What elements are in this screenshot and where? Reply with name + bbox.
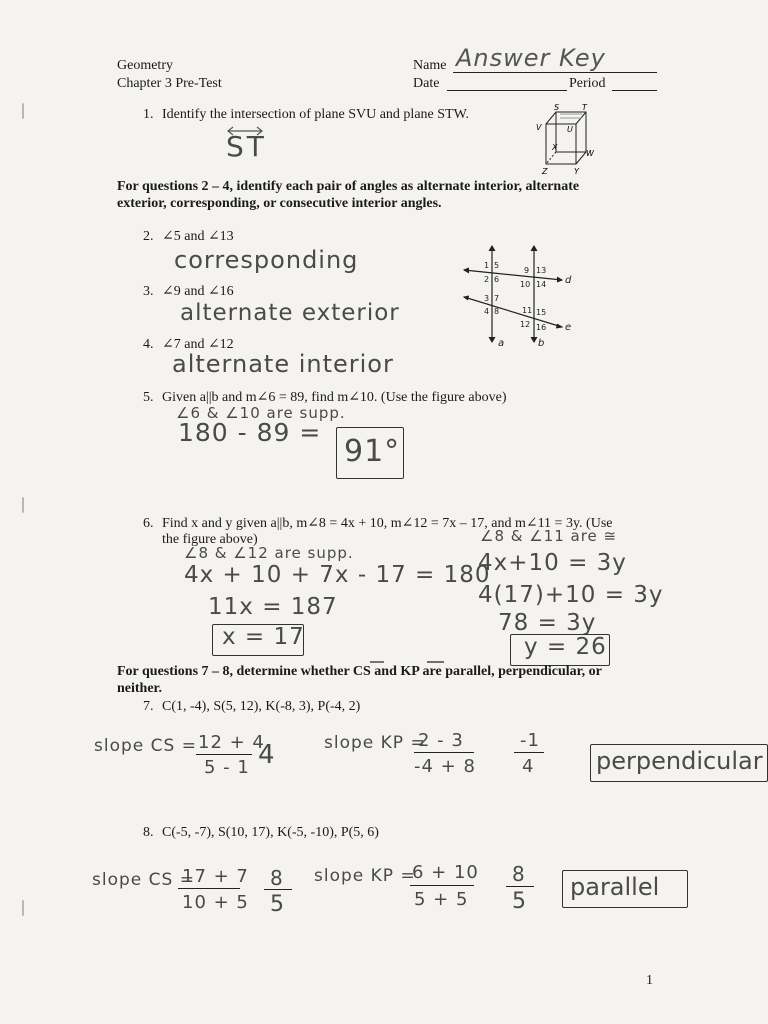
q7-slope-kp-num: 2 - 3 (418, 730, 464, 751)
angle-label: 11 (522, 306, 533, 315)
q8-slope-kp-value-den: 5 (512, 889, 527, 914)
angle-label: 8 (494, 307, 500, 316)
q7-slope-cs-label: slope CS = (94, 736, 197, 756)
fraction-bar (514, 752, 544, 753)
q1-number: 1. (143, 107, 154, 122)
angle-label: 9 (524, 266, 530, 275)
q3-number: 3. (143, 284, 154, 299)
q8-slope-cs-value-num: 8 (270, 866, 284, 890)
q7-slope-kp-value-num: -1 (520, 730, 540, 751)
course-title: Geometry (117, 58, 173, 73)
angle-label: 13 (536, 266, 547, 275)
q6-right-work: ∠8 & ∠11 are ≅ (480, 527, 618, 545)
q7-slope-kp-value-den: 4 (522, 756, 535, 777)
q8-answer: parallel (570, 873, 660, 901)
q1-text: Identify the intersection of plane SVU and plane STW. (162, 107, 470, 122)
angle-label: 6 (494, 275, 500, 284)
q8-number: 8. (143, 825, 154, 840)
angle-label: 16 (536, 323, 547, 332)
q8-slope-kp-num: 6 + 10 (412, 862, 479, 883)
angle-label: 7 (494, 294, 500, 303)
q6-text-line2: the figure above) (162, 532, 258, 547)
transversal-figure (462, 242, 582, 352)
name-line (453, 72, 657, 73)
q7-text: C(1, -4), S(5, 12), K(-8, 3), P(-4, 2) (162, 699, 361, 714)
q6-left-work: ∠8 & ∠12 are supp. (184, 544, 354, 562)
name-label: Name (413, 58, 447, 73)
segment-bar-icons (368, 658, 488, 666)
q8-slope-cs-num: 17 + 7 (182, 866, 249, 887)
q5-work-line1: ∠6 & ∠10 are supp. (176, 404, 346, 422)
cube-label: V (536, 123, 542, 132)
q7-slope-kp-label: slope KP = (324, 733, 426, 753)
cube-label: W (586, 149, 594, 158)
margin-mark (22, 103, 24, 119)
cube-label: Z (542, 167, 548, 176)
q1-answer: ST (226, 130, 267, 163)
q6-text-line1: Find x and y given a||b, m∠8 = 4x + 10, m∠12 = 7x – 17, and m∠11 = 3y. (Use (162, 516, 613, 531)
fraction-bar (178, 888, 240, 889)
q5-answer: 91° (344, 434, 401, 469)
q6-left-work: 11x = 187 (208, 594, 338, 620)
q8-text: C(-5, -7), S(10, 17), K(-5, -10), P(5, 6) (162, 825, 379, 840)
q6-x-answer: x = 17 (222, 624, 305, 650)
q8-slope-cs-den: 10 + 5 (182, 892, 249, 913)
q8-slope-kp-den: 5 + 5 (414, 889, 469, 910)
q7-slope-cs-num: 12 + 4 (198, 732, 265, 753)
angle-label: 3 (484, 294, 490, 303)
line-e-label: e (565, 322, 572, 333)
q6-number: 6. (143, 516, 154, 531)
fraction-bar (506, 886, 534, 887)
q4-answer: alternate interior (172, 350, 394, 378)
margin-mark (22, 497, 24, 513)
date-line (447, 90, 567, 91)
q4-number: 4. (143, 337, 154, 352)
line-b-label: b (538, 338, 545, 349)
instructions-2-4-line1: For questions 2 – 4, identify each pair of angles as alternate interior, alternate (117, 179, 580, 194)
period-label: Period (569, 76, 606, 91)
q3-text: ∠9 and ∠16 (162, 284, 234, 299)
margin-mark (22, 900, 24, 916)
instructions-7-8-line1: For questions 7 – 8, determine whether CS and KP are parallel, perpendicular, or (117, 664, 602, 679)
q5-text: Given a||b and m∠6 = 89, find m∠10. (Use the figure above) (162, 390, 507, 405)
cube-label: T (582, 103, 587, 112)
q7-slope-cs-den: 5 - 1 (204, 757, 250, 778)
q6-right-work: 78 = 3y (498, 610, 597, 636)
q7-slope-cs-value: 4 (258, 740, 276, 770)
angle-label: 15 (536, 308, 547, 317)
q6-left-work: 4x + 10 + 7x - 17 = 180 (184, 562, 491, 588)
angle-label: 12 (520, 320, 531, 329)
fraction-bar (410, 885, 474, 886)
q8-slope-cs-value-den: 5 (270, 892, 285, 917)
date-label: Date (413, 76, 440, 91)
angle-label: 5 (494, 261, 500, 270)
q2-number: 2. (143, 229, 154, 244)
cube-label: X (552, 143, 558, 152)
angle-label: 10 (520, 280, 531, 289)
fraction-bar (196, 754, 252, 755)
q8-slope-cs-label: slope CS = (92, 870, 195, 890)
period-line (612, 90, 657, 91)
fraction-bar (414, 752, 474, 753)
angle-label: 4 (484, 307, 490, 316)
q7-answer: perpendicular (596, 747, 763, 775)
q3-answer: alternate exterior (180, 300, 400, 326)
line-a-label: a (498, 338, 505, 349)
q6-right-work: 4x+10 = 3y (478, 550, 627, 576)
q7-number: 7. (143, 699, 154, 714)
q2-text: ∠5 and ∠13 (162, 229, 234, 244)
page-number: 1 (646, 973, 653, 988)
q5-work-line2: 180 - 89 = (178, 418, 322, 447)
cube-figure (530, 104, 610, 176)
angle-label: 1 (484, 261, 490, 270)
q6-right-work: 4(17)+10 = 3y (478, 582, 664, 608)
line-d-label: d (565, 275, 572, 286)
instructions-7-8-line2: neither. (117, 681, 162, 696)
name-handwritten: Answer Key (456, 44, 606, 72)
q6-y-answer: y = 26 (524, 634, 607, 660)
cube-label: S (554, 103, 560, 112)
cube-label: U (567, 125, 573, 134)
cube-label: Y (574, 167, 579, 176)
q7-slope-kp-den: -4 + 8 (414, 756, 476, 777)
q2-answer: corresponding (174, 246, 359, 274)
q5-number: 5. (143, 390, 154, 405)
q8-slope-kp-value-num: 8 (512, 862, 526, 886)
test-title: Chapter 3 Pre-Test (117, 76, 222, 91)
q4-text: ∠7 and ∠12 (162, 337, 234, 352)
q8-slope-kp-label: slope KP = (314, 866, 416, 886)
fraction-bar (264, 889, 292, 890)
angle-label: 2 (484, 275, 490, 284)
angle-label: 14 (536, 280, 547, 289)
instructions-2-4-line2: exterior, corresponding, or consecutive interior angles. (117, 196, 442, 211)
